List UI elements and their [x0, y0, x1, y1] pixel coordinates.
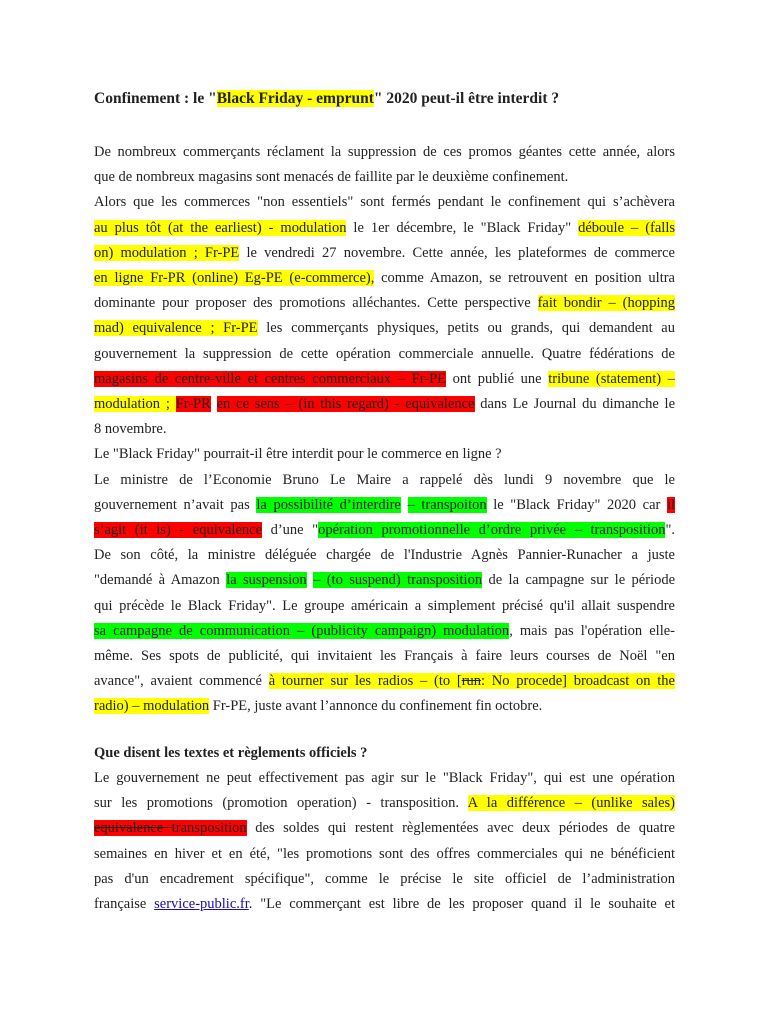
highlight-green: – (to suspend) transposition	[313, 572, 483, 589]
highlight-red: s’agit (it is) - equivalence	[94, 522, 262, 539]
text-line: Le gouvernement ne peut effectivement pas agir sur le "Black Friday", qui est une opération	[94, 770, 675, 786]
highlight-yellow: modulation ;	[94, 396, 176, 413]
text-run: le 1er décembre, le "Black Friday"	[346, 219, 579, 236]
text-line	[94, 493, 675, 518]
text-line: De son côté, la ministre déléguée chargée de l'Industrie Agnès Pannier-Runacher a juste	[94, 547, 675, 564]
highlight-red: Fr-PR	[175, 396, 211, 413]
text-run: "demandé à Amazon	[94, 572, 227, 589]
text-line: semaines en hiver et en été, "les promotions sont des offres commerciales qui ne bénéficient	[94, 845, 675, 862]
highlight-green: la possibilité d’interdire	[256, 496, 401, 513]
highlight-yellow: on) modulation ; Fr-PE	[94, 244, 240, 261]
highlight-yellow: fait bondir – (hopping	[537, 295, 675, 312]
page-title	[94, 88, 694, 110]
highlight-yellow: déboule – (falls	[578, 219, 675, 236]
text-line	[94, 518, 675, 543]
highlight-green: opération promotionnelle d’ordre privée – transposition	[318, 522, 666, 539]
title-highlight-emprunt: emprunt	[316, 90, 374, 107]
text-line: gouvernement la suppression de cette opération commerciale annuelle. Quatre fédérations de	[94, 345, 675, 362]
text-line	[94, 316, 675, 341]
text-line	[94, 892, 675, 917]
paragraph-intro	[94, 140, 675, 190]
highlight-yellow: à tourner sur les radios – (to [	[268, 673, 462, 690]
text-line	[94, 392, 675, 417]
text-line: même. Ses spots de publicité, qui invitaient les Français à faire leurs courses de Noël "en	[94, 648, 675, 665]
text-line: 8 novembre.	[94, 421, 167, 438]
highlight-yellow: : No procede] broadcast on the	[481, 673, 675, 690]
text-line: Le "Black Friday" pourrait-il être interdit pour le commerce en ligne ?	[94, 446, 502, 463]
text-line: Alors que les commerces "non essentiels" sont fermés pendant le confinement qui s’achèvera	[94, 194, 675, 211]
text-line: que de nombreux magasins sont menacés de faillite par le deuxième confinement.	[94, 169, 569, 186]
title-suffix: " 2020 peut-il être interdit ?	[373, 90, 560, 107]
text-run: comme Amazon, se retrouvent en position ultra	[374, 270, 675, 287]
text-run: le "Black Friday" 2020 car	[486, 496, 667, 513]
highlight-yellow: en ligne Fr-PR (online) Eg-PE (e-commerce),	[94, 270, 375, 287]
text-run: de la campagne sur le période	[482, 572, 676, 589]
text-run: . "Le commerçant est libre de les proposer quand il le souhaite et	[248, 896, 675, 913]
title-highlight-separator: -	[303, 90, 317, 107]
highlight-red: en ce sens – (in this regard) - equivalence	[216, 396, 475, 413]
text-line: De nombreux commerçants réclament la suppression de ces promos géantes cette année, alors	[94, 144, 675, 160]
highlight-green: la suspension	[226, 572, 307, 589]
text-line	[94, 669, 675, 694]
text-run: Fr-PE, juste avant l’annonce du confinement fin octobre.	[209, 698, 543, 715]
text-run: , mais pas l'opération elle-	[509, 622, 676, 639]
highlight-yellow: tribune (statement) –	[548, 370, 675, 387]
article-body-part-2	[94, 766, 675, 917]
highlight-yellow: radio) – modulation	[94, 698, 210, 715]
title-prefix: Confinement : le "	[94, 90, 217, 107]
highlight-yellow: au plus tôt (at the earliest) - modulation	[94, 219, 347, 236]
text-run: gouvernement n’avait pas	[94, 496, 257, 513]
text-run: avance", avaient commencé	[94, 673, 269, 690]
text-line	[94, 568, 675, 593]
highlight-green: – transpoiton	[407, 496, 487, 513]
highlight-yellow: mad) equivalence ; Fr-PE	[94, 320, 258, 337]
text-run: les commerçants physiques, petits ou grands, qui demandent au	[257, 320, 675, 337]
text-run	[211, 396, 217, 412]
paragraph-question	[94, 442, 675, 467]
paragraph-regulations	[94, 766, 675, 917]
text-run	[401, 497, 408, 513]
highlight-yellow: A la différence – (unlike sales)	[467, 795, 675, 812]
text-line	[94, 791, 675, 816]
text-run: sur les promotions (promotion operation) - transposition.	[94, 795, 468, 812]
text-run: d’une "	[262, 522, 319, 539]
title-highlight-black-friday: Black Friday	[216, 90, 304, 107]
text-line	[94, 367, 675, 392]
highlight-red: magasins de centre-ville et centres commerciaux – Fr-PE	[94, 370, 447, 387]
text-line	[94, 291, 675, 316]
text-line	[94, 619, 675, 644]
text-line: qui précède le Black Friday". Le groupe américain a simplement précisé qu'il allait suspendre	[94, 597, 675, 614]
highlight-yellow-strikethrough: run	[461, 673, 482, 690]
highlight-red-strikethrough: equivalence	[94, 820, 172, 837]
section-heading: Que disent les textes et règlements officiels ?	[94, 745, 368, 761]
text-line	[94, 266, 675, 291]
text-line	[94, 241, 675, 266]
text-run: des soldes qui restent règlementées avec deux périodes de quatre	[246, 820, 675, 837]
text-run: dominante pour proposer des promotions alléchantes. Cette perspective	[94, 295, 538, 312]
service-public-link[interactable]: service-public.fr	[154, 896, 249, 913]
text-run: le vendredi 27 novembre. Cette année, les plateformes de commerce	[239, 244, 675, 261]
paragraph-context	[94, 190, 675, 442]
text-run: dans Le Journal du dimanche le	[474, 396, 676, 413]
highlight-red: transposition	[171, 820, 247, 837]
article-body-part-1	[94, 140, 675, 720]
paragraph-ministers	[94, 468, 675, 720]
text-line: pas d'un encadrement spécifique", comme le précise le site officiel de l’administration	[94, 870, 675, 887]
text-line	[94, 694, 675, 719]
highlight-green: sa campagne de communication – (publicity campaign) modulation	[94, 622, 510, 639]
text-run: ".	[665, 522, 675, 539]
text-run: ont publié une	[446, 370, 549, 387]
text-line	[94, 216, 675, 241]
highlight-red: il	[666, 496, 676, 513]
text-line	[94, 816, 675, 841]
text-run: française	[94, 896, 155, 913]
text-line: Le ministre de l’Economie Bruno Le Maire a rappelé dès lundi 9 novembre que le	[94, 471, 675, 488]
